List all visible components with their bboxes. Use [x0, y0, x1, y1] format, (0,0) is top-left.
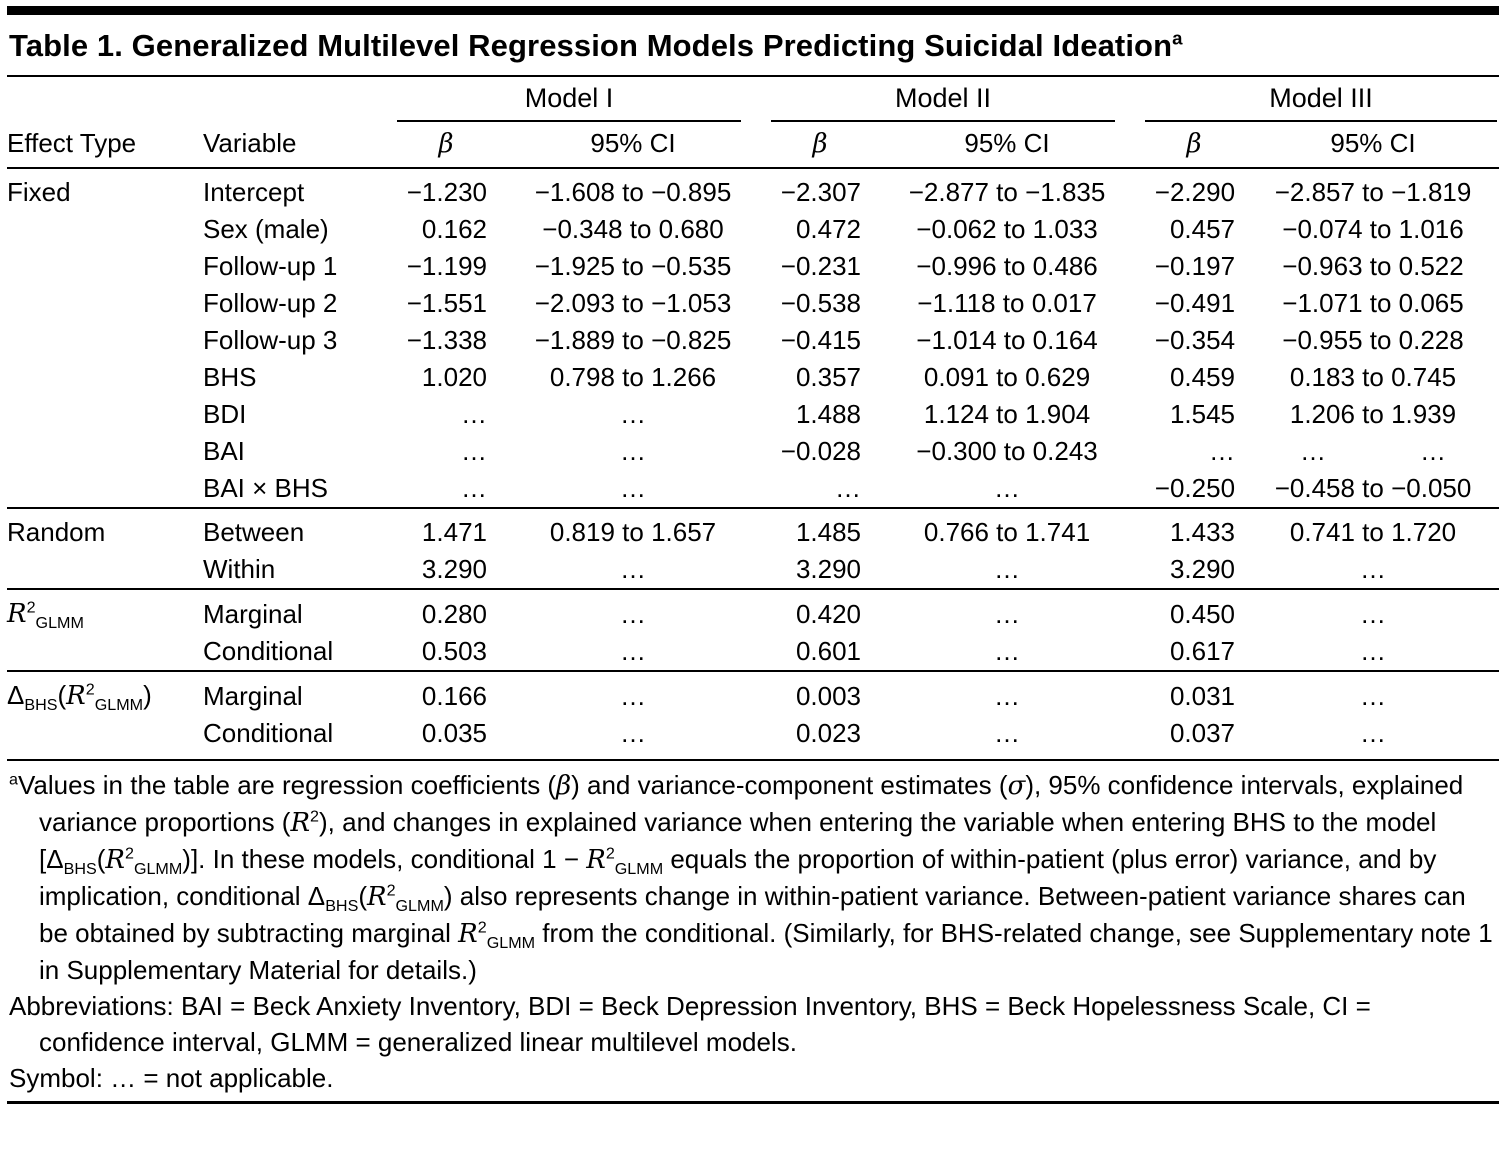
effect-type-cell [7, 470, 203, 508]
beta-cell: 1.485 [767, 508, 873, 551]
effect-type-column-header: Effect Type [7, 122, 203, 168]
ci-cell: … [1247, 671, 1499, 715]
ci-cell: 0.741 to 1.720 [1247, 508, 1499, 551]
effect-type-cell [7, 359, 203, 396]
beta-cell: 0.357 [795, 362, 862, 392]
ci-cell: −1.889 to −0.825 [534, 325, 732, 355]
ci-cell: −0.062 to 1.033 [916, 214, 1098, 244]
beta-cell: −1.551 [406, 288, 487, 318]
row-bdi [7, 396, 1499, 433]
ci-cell: … [499, 715, 767, 760]
beta-symbol: β [812, 129, 828, 159]
beta-cell: 0.031 [1141, 671, 1247, 715]
ci-cell: … [994, 636, 1021, 666]
ci-cell: … [994, 554, 1021, 584]
effect-type-cell [7, 508, 203, 551]
row-sex-male [7, 211, 1499, 248]
row-r2-marginal [7, 589, 1499, 633]
ci-cell: … [994, 473, 1021, 503]
effect-type-cell [7, 671, 203, 715]
row-r2-conditional [7, 633, 1499, 671]
beta-symbol: β [1186, 129, 1202, 159]
ci-cell: −2.857 to −1.819 [1274, 177, 1472, 207]
beta-cell: 0.162 [421, 214, 487, 244]
ci-cell: −0.955 to 0.228 [1282, 325, 1464, 355]
variable-cell: Follow-up 1 [203, 251, 338, 281]
ci-cell: … [1360, 554, 1387, 584]
beta-cell: 1.433 [1141, 508, 1247, 551]
column-header-row [7, 122, 1499, 168]
regression-table [7, 77, 1499, 761]
beta-cell: 1.488 [795, 399, 862, 429]
row-bai [7, 433, 1499, 470]
ci-cell: −2.093 to −1.053 [534, 288, 732, 318]
beta-cell: 0.459 [1169, 362, 1236, 392]
ci-cell: … [1247, 589, 1499, 633]
beta-cell: 0.450 [1141, 589, 1247, 633]
section-label-r2glmm: $R^2_{GLMM}$ [7, 598, 84, 633]
variable-cell: Intercept [203, 177, 305, 207]
ci-cell: … [620, 636, 646, 666]
beta-cell: 0.601 [795, 636, 862, 666]
variable-cell: BHS [203, 362, 257, 392]
beta-cell: … [461, 399, 487, 429]
variable-cell: Follow-up 2 [203, 288, 338, 318]
ci-cell: −1.608 to −0.895 [534, 177, 732, 207]
row-follow-up-2 [7, 285, 1499, 322]
beta-cell: −0.028 [780, 436, 862, 466]
effect-type-cell [7, 433, 203, 470]
ci-cell: … [873, 671, 1141, 715]
variable-cell: Marginal [203, 671, 393, 715]
beta-cell: −0.415 [780, 325, 862, 355]
ci-cell: 0.091 to 0.629 [923, 362, 1091, 392]
beta-cell: 0.037 [1141, 715, 1247, 760]
ci-cell: −0.300 to 0.243 [916, 436, 1098, 466]
ci-cell: … [620, 554, 646, 584]
effect-type-cell [7, 168, 203, 211]
table-title [7, 15, 1499, 77]
beta-cell: −1.230 [406, 177, 487, 207]
variable-cell: Conditional [203, 715, 393, 760]
model-2-label: Model II [771, 83, 1115, 122]
ci-column-header-m1: 95% CI [499, 122, 767, 168]
beta-cell: 3.290 [1169, 554, 1236, 584]
ci-cell: −1.118 to 0.017 [917, 288, 1097, 318]
beta-cell: 1.020 [421, 362, 487, 392]
beta-cell: −0.197 [1154, 251, 1236, 281]
beta-cell: 0.472 [795, 214, 862, 244]
ci-cell: … [620, 473, 646, 503]
beta-cell: −0.491 [1154, 288, 1236, 318]
ci-cell: … [873, 715, 1141, 760]
beta-column-header-m2 [767, 122, 873, 168]
row-delta-marginal [7, 671, 1499, 715]
beta-cell: … [1209, 436, 1236, 466]
table-footnotes [7, 761, 1499, 1096]
row-intercept [7, 168, 1499, 211]
ci-cell: … [1360, 636, 1387, 666]
footnote-abbreviations: Abbreviations: BAI = Beck Anxiety Inventory, BDI = Beck Depression Inventory, BHS = Beck Hopelessness Scale, CI = confidence interval, GLMM = generalized linear multilevel models. [9, 991, 1371, 1057]
effect-type-cell [7, 551, 203, 589]
effect-type-cell [7, 248, 203, 285]
beta-cell: −1.338 [406, 325, 487, 355]
variable-cell: Marginal [203, 589, 393, 633]
ci-cell: 1.124 to 1.904 [923, 399, 1091, 429]
beta-cell: −0.538 [780, 288, 862, 318]
beta-cell: 1.545 [1169, 399, 1236, 429]
model-1-label: Model I [397, 83, 741, 122]
variable-cell: Within [203, 554, 276, 584]
ci-cell: −0.348 to 0.680 [542, 214, 724, 244]
beta-cell: 0.035 [393, 715, 499, 760]
effect-type-cell [7, 322, 203, 359]
ci-cell: … [620, 399, 646, 429]
variable-column-header: Variable [203, 122, 393, 168]
variable-cell: Between [203, 508, 393, 551]
ci-cell: 1.206 to 1.939 [1289, 399, 1457, 429]
section-label-fixed: Fixed [7, 177, 71, 207]
beta-cell: −0.231 [780, 251, 862, 281]
ci-cell: −0.458 to −0.050 [1274, 473, 1472, 503]
effect-type-cell [7, 589, 203, 633]
variable-cell: BAI [203, 436, 245, 466]
variable-cell: BAI × BHS [203, 473, 328, 503]
beta-column-header-m1 [393, 122, 499, 168]
beta-cell: −0.250 [1154, 473, 1236, 503]
model-3-label: Model III [1145, 83, 1497, 122]
beta-cell: 0.457 [1169, 214, 1236, 244]
ci-cell: … … [1300, 436, 1446, 466]
ci-cell: −1.925 to −0.535 [534, 251, 732, 281]
ci-column-header-m3: 95% CI [1247, 122, 1499, 168]
model-header-row [7, 77, 1499, 122]
variable-cell: Follow-up 3 [203, 325, 338, 355]
ci-cell: −0.074 to 1.016 [1282, 214, 1464, 244]
footnote-a: $^a$Values in the table are regression coefficients (β) and variance-component estimates (σ), 95% confidence intervals, explained variance proportions $(R^2)$, and changes in explained variance when entering the variable when entering BHS to the model $[\Delta_{BHS}(R^2_{GLMM})]$. In these models, conditional $1 - R^2_{GLMM}$ equals the proportion of within-patient (plus error) variance, and by implication, conditional $\Delta_{BHS}(R^2_{GLMM})$ also represents change in within-patient variance. Between-patient variance shares can be obtained by subtracting marginal $R^2_{GLMM}$ from the conditional. (Similarly, for BHS-related change, see Supplementary note 1 in Supplementary Material for details.) [9, 770, 1493, 985]
ci-cell: 0.798 to 1.266 [549, 362, 717, 392]
row-bhs [7, 359, 1499, 396]
variable-cell: Conditional [203, 636, 334, 666]
ci-cell: … [873, 589, 1141, 633]
beta-cell: 0.617 [1169, 636, 1236, 666]
model-3-header [1141, 77, 1499, 122]
ci-cell: −1.014 to 0.164 [916, 325, 1098, 355]
ci-cell: −1.071 to 0.065 [1282, 288, 1464, 318]
ci-cell: … [499, 589, 767, 633]
table-top-rule [7, 6, 1499, 15]
effect-type-cell [7, 715, 203, 760]
section-label-delta-bhs: $\Delta_{BHS}(R^2_{GLMM})$ [7, 680, 152, 715]
ci-cell: … [1247, 715, 1499, 760]
ci-cell: 0.183 to 0.745 [1289, 362, 1457, 392]
beta-cell: 3.290 [421, 554, 487, 584]
beta-cell: −1.199 [406, 251, 487, 281]
ci-cell: … [499, 671, 767, 715]
ci-cell: … [620, 436, 646, 466]
beta-cell: 1.471 [393, 508, 499, 551]
beta-cell: … [461, 436, 487, 466]
beta-cell: 0.003 [767, 671, 873, 715]
beta-cell: 3.290 [795, 554, 862, 584]
ci-cell: −0.996 to 0.486 [916, 251, 1098, 281]
ci-cell: 0.819 to 1.657 [499, 508, 767, 551]
beta-cell: 0.166 [393, 671, 499, 715]
effect-type-cell [7, 285, 203, 322]
row-follow-up-1 [7, 248, 1499, 285]
beta-cell: −2.290 [1154, 177, 1236, 207]
row-follow-up-3 [7, 322, 1499, 359]
row-bai-x-bhs [7, 470, 1499, 508]
row-within [7, 551, 1499, 589]
row-between [7, 508, 1499, 551]
section-label-random: Random [7, 517, 106, 547]
ci-cell: −0.963 to 0.522 [1282, 251, 1464, 281]
model-2-header [767, 77, 1141, 122]
beta-column-header-m3 [1141, 122, 1247, 168]
ci-cell: −2.877 to −1.835 [908, 177, 1106, 207]
effect-type-cell [7, 396, 203, 433]
footnote-symbol: Symbol: … = not applicable. [9, 1063, 334, 1093]
header-spacer [7, 77, 393, 122]
effect-type-cell [7, 211, 203, 248]
ci-column-header-m2: 95% CI [873, 122, 1141, 168]
row-delta-conditional [7, 715, 1499, 760]
table-bottom-rule [7, 1101, 1499, 1104]
beta-cell: 0.503 [421, 636, 487, 666]
variable-cell: Sex (male) [203, 214, 329, 244]
table-title-footnote-mark: a [1172, 27, 1183, 49]
beta-cell: 0.420 [767, 589, 873, 633]
beta-cell: −2.307 [780, 177, 862, 207]
beta-cell: −0.354 [1154, 325, 1236, 355]
beta-cell: … [461, 473, 487, 503]
variable-cell: BDI [203, 399, 247, 429]
beta-symbol: β [438, 129, 454, 159]
ci-cell: 0.766 to 1.741 [873, 508, 1141, 551]
beta-cell: … [835, 473, 862, 503]
beta-cell: 0.023 [767, 715, 873, 760]
beta-cell: 0.280 [393, 589, 499, 633]
table-title-text: Table 1. Generalized Multilevel Regression Models Predicting Suicidal Ideation [9, 28, 1173, 63]
model-1-header [393, 77, 767, 122]
effect-type-cell [7, 633, 203, 671]
